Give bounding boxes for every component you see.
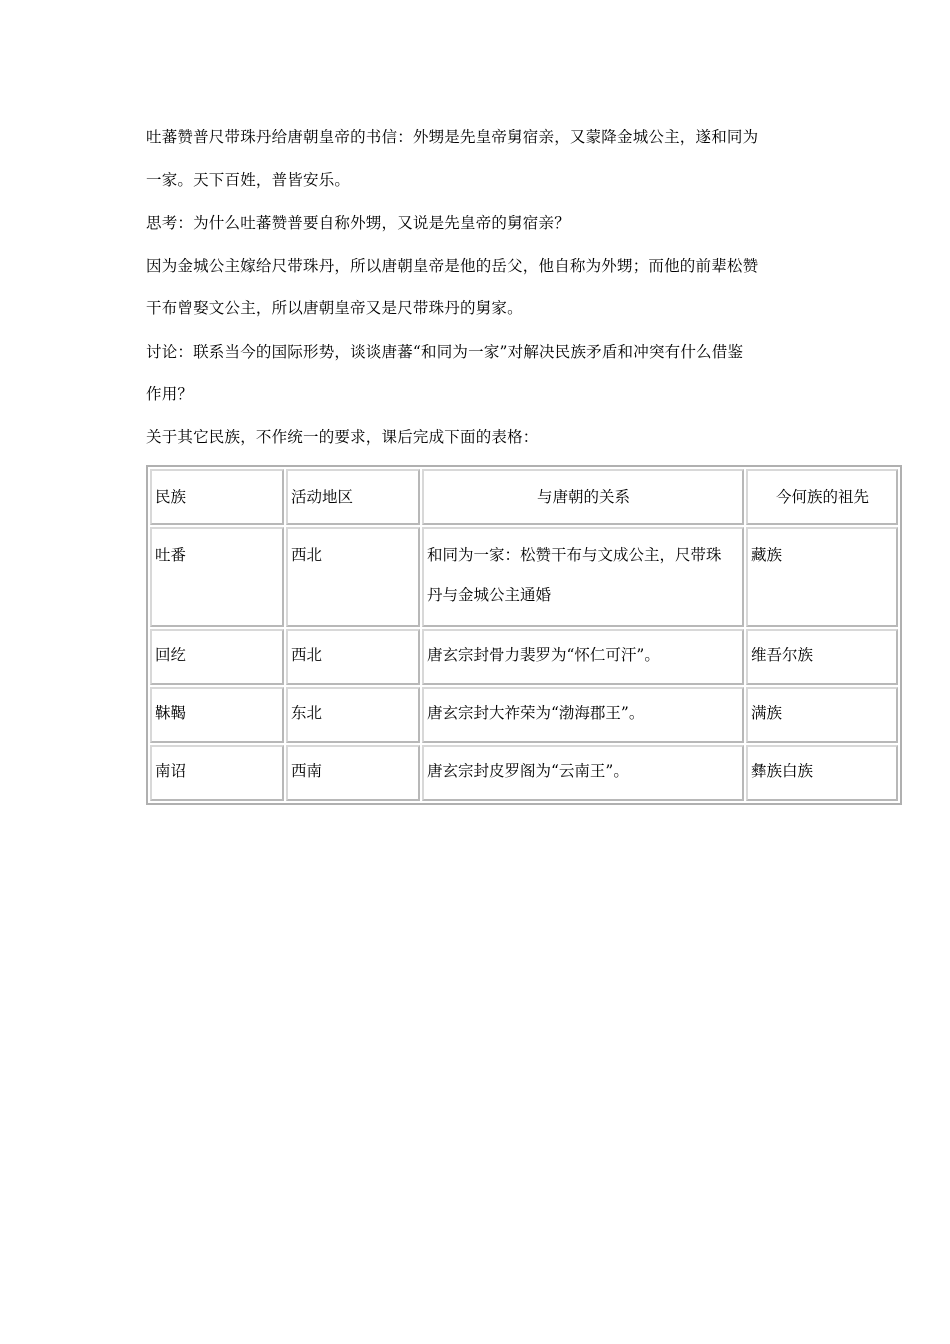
header-region: 活动地区: [286, 469, 420, 525]
cell-ancestor: 维吾尔族: [746, 629, 898, 685]
cell-ethnic: 南诏: [150, 745, 284, 801]
cell-relation-line-2: 丹与金城公主通婚: [427, 586, 552, 604]
cell-relation: 唐玄宗封骨力裴罗为“怀仁可汗”。: [422, 629, 744, 685]
paragraph-table-intro: 关于其它民族，不作统一的要求，课后完成下面的表格：: [146, 428, 539, 446]
cell-ancestor: 满族: [746, 687, 898, 743]
cell-ancestor: 藏族: [746, 527, 898, 627]
cell-region: 西北: [286, 629, 420, 685]
table-row: [150, 745, 898, 801]
header-ethnic: 民族: [150, 469, 284, 525]
cell-region: 西北: [286, 527, 420, 627]
table-row: [150, 527, 898, 627]
header-relation: 与唐朝的关系: [422, 469, 744, 525]
cell-ethnic: 回纥: [150, 629, 284, 685]
cell-ethnic: 吐番: [150, 527, 284, 627]
cell-ancestor: 彝族白族: [746, 745, 898, 801]
paragraph-letter-line-1: 吐蕃赞普尺带珠丹给唐朝皇帝的书信：外甥是先皇帝舅宿亲，又蒙降金城公主，遂和同为: [146, 128, 759, 146]
ethnic-groups-table: [146, 465, 902, 805]
cell-relation: 唐玄宗封大祚荣为“渤海郡王”。: [422, 687, 744, 743]
header-ancestor: 今何族的祖先: [746, 469, 898, 525]
table-row: [150, 687, 898, 743]
paragraph-discussion-line-2: 作用？: [146, 385, 194, 403]
cell-relation: 唐玄宗封皮罗阁为“云南王”。: [422, 745, 744, 801]
paragraph-answer-line-1: 因为金城公主嫁给尺带珠丹，所以唐朝皇帝是他的岳父，他自称为外甥；而他的前辈松赞: [146, 257, 759, 275]
paragraph-discussion-line-1: 讨论：联系当今的国际形势，谈谈唐蕃“和同为一家”对解决民族矛盾和冲突有什么借鉴: [146, 343, 744, 361]
table-header-row: [150, 469, 898, 525]
cell-relation: [422, 527, 744, 627]
cell-ethnic: 靺鞨: [150, 687, 284, 743]
paragraph-thinking-question: 思考：为什么吐蕃赞普要自称外甥，又说是先皇帝的舅宿亲？: [146, 214, 570, 232]
paragraph-answer-line-2: 干布曾娶文公主，所以唐朝皇帝又是尺带珠丹的舅家。: [146, 299, 523, 317]
cell-relation-line-1: 和同为一家：松赞干布与文成公主，尺带珠: [427, 546, 722, 564]
cell-region: 西南: [286, 745, 420, 801]
table-row: [150, 629, 898, 685]
paragraph-letter-line-2: 一家。天下百姓，普皆安乐。: [146, 171, 351, 189]
cell-region: 东北: [286, 687, 420, 743]
